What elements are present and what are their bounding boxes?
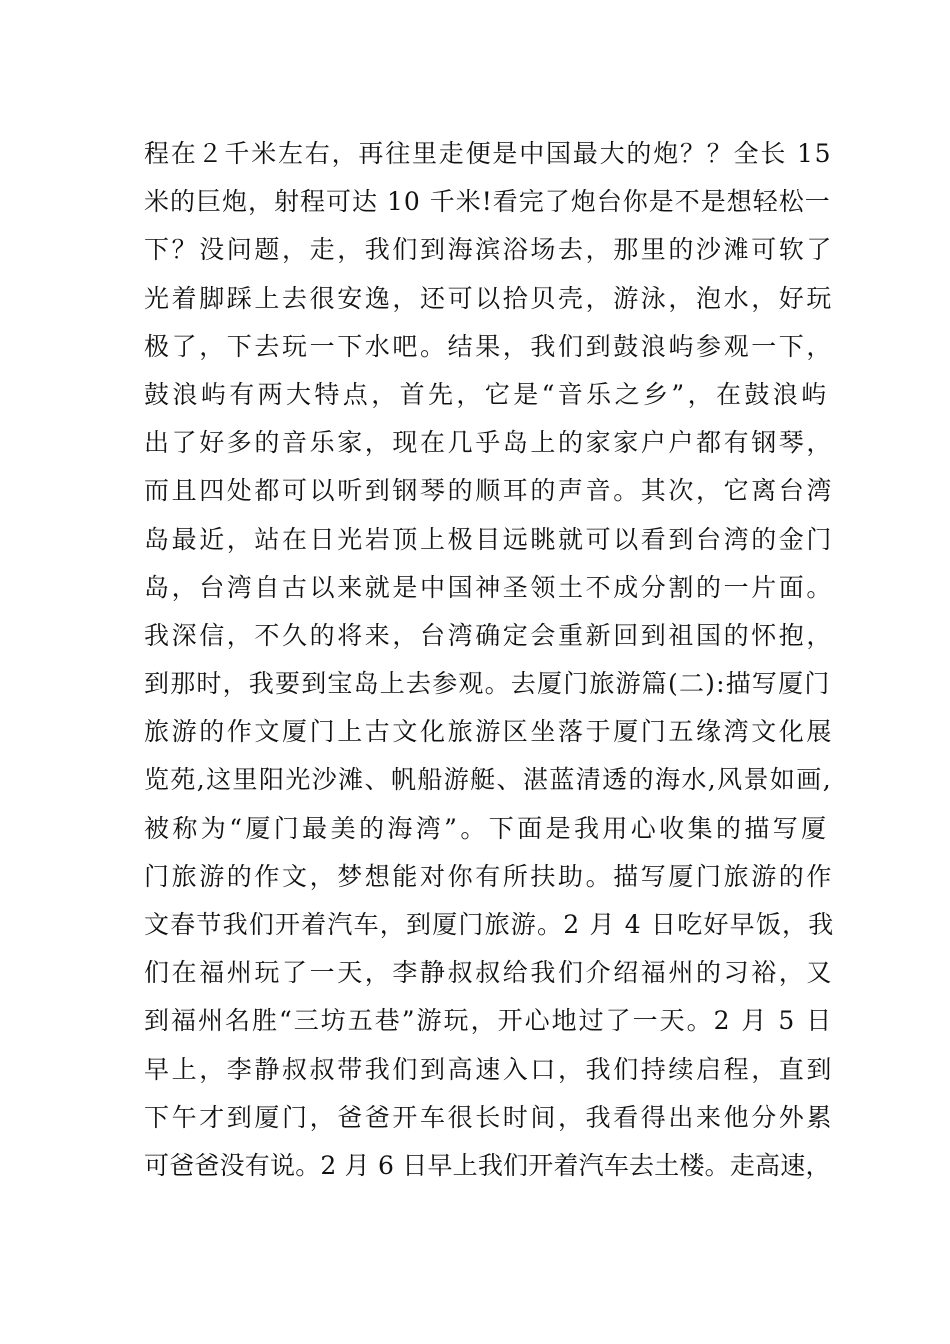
text-line: 光着脚踩上去很安逸，还可以拾贝壳，游泳，泡水，好玩 bbox=[144, 283, 835, 313]
text-line: 旅游的作文厦门上古文化旅游区坐落于厦门五缘湾文化展 bbox=[144, 717, 835, 747]
text-line: 我深信，不久的将来，台湾确定会重新回到祖国的怀抱， bbox=[144, 620, 835, 650]
text-line: 门旅游的作文，梦想能对你有所扶助。描写厦门旅游的作 bbox=[144, 861, 835, 891]
text-line: 米的巨炮，射程可达 10 千米!看完了炮台你是不是想轻松一 bbox=[144, 187, 831, 217]
text-line: 们在福州玩了一天，李静叔叔给我们介绍福州的习裕，又 bbox=[144, 958, 835, 988]
text-line: 到那时，我要到宝岛上去参观。去厦门旅游篇(二):描写厦门 bbox=[144, 669, 831, 699]
text-line: 岛最近，站在日光岩顶上极目远眺就可以看到台湾的金门 bbox=[144, 524, 835, 554]
text-line: 鼓浪屿有两大特点，首先，它是“音乐之乡”，在鼓浪屿 bbox=[144, 379, 830, 409]
text-line: 下午才到厦门，爸爸开车很长时间，我看得出来他分外累 bbox=[144, 1102, 835, 1132]
text-line: 到福州名胜“三坊五巷”游玩，开心地过了一天。2 月 5 日 bbox=[144, 1006, 834, 1036]
text-line: 下？没问题，走，我们到海滨浴场去，那里的沙滩可软了 bbox=[144, 235, 835, 265]
text-line: 出了好多的音乐家，现在几乎岛上的家家户户都有钢琴， bbox=[144, 428, 835, 458]
text-line: 览苑,这里阳光沙滩、帆船游艇、湛蓝清透的海水,风景如画, bbox=[144, 765, 833, 795]
text-line: 文春节我们开着汽车，到厦门旅游。2 月 4 日吃好早饭，我 bbox=[144, 910, 835, 939]
text-line: 岛，台湾自古以来就是中国神圣领土不成分割的一片面。 bbox=[144, 572, 835, 602]
text-line: 被称为“厦门最美的海湾”。下面是我用心收集的描写厦 bbox=[144, 813, 830, 843]
text-line: 可爸爸没有说。2 月 6 日早上我们开着汽车去土楼。走高速， bbox=[144, 1150, 831, 1180]
text-line: 早上，李静叔叔带我们到高速入口，我们持续启程，直到 bbox=[144, 1054, 835, 1084]
text-line: 而且四处都可以听到钢琴的顺耳的声音。其次，它离台湾 bbox=[144, 476, 835, 506]
text-line: 程在２千米左右，再往里走便是中国最大的炮？？全长 15 bbox=[144, 139, 833, 168]
body-text bbox=[144, 130, 834, 1190]
text-line: 极了，下去玩一下水吧。结果，我们到鼓浪屿参观一下， bbox=[144, 331, 835, 361]
